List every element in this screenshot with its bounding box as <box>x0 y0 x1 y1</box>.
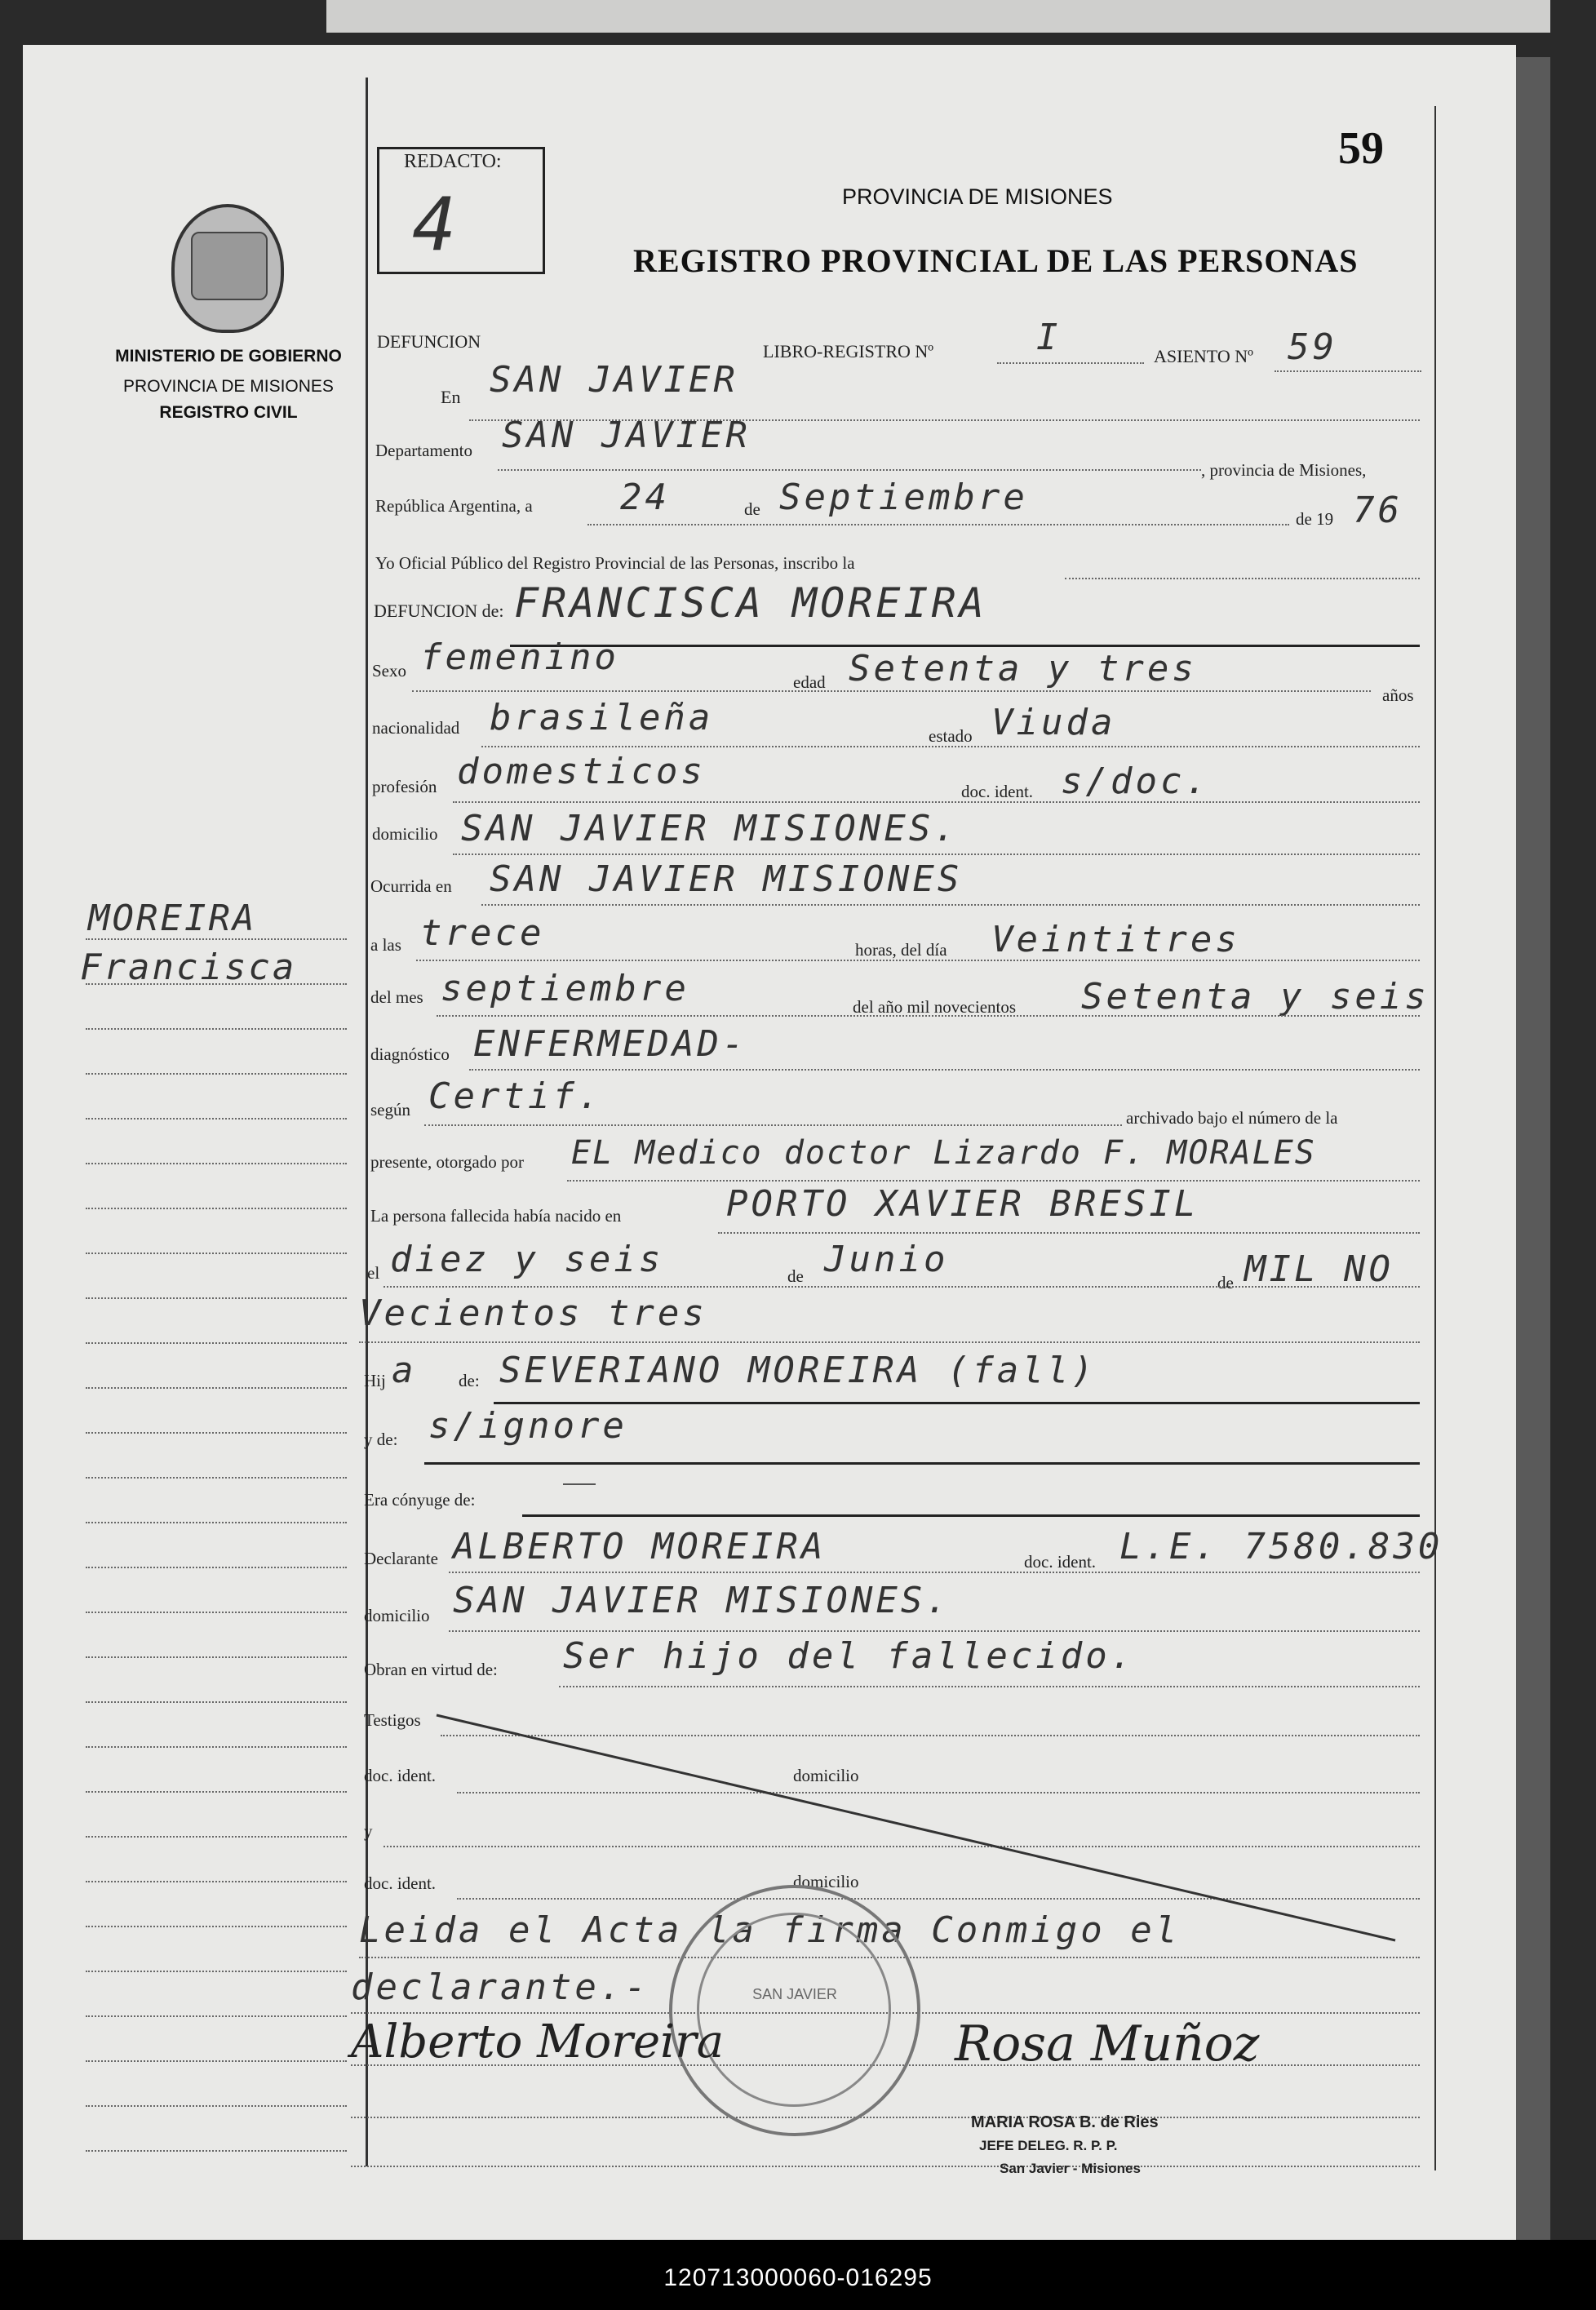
domicilio-value: SAN JAVIER MISIONES. <box>461 808 959 849</box>
en-value: SAN JAVIER <box>490 359 738 401</box>
en-label: En <box>441 387 461 407</box>
profesion-label: profesión <box>372 777 437 796</box>
madre-value: s/ignore <box>428 1405 627 1447</box>
y-label: y <box>364 1821 373 1841</box>
oficial-title: JEFE DELEG. R. P. P. <box>979 2138 1118 2153</box>
de2-value: Junio <box>824 1239 949 1280</box>
page-number: 59 <box>1338 123 1384 174</box>
closing-line-2: declarante.- <box>351 1966 649 2008</box>
declarante-label: Declarante <box>364 1549 438 1568</box>
oficial-signature: Rosa Muñoz <box>955 2015 1260 2073</box>
presente-value: EL Medico doctor Lizardo F. MORALES <box>571 1134 1316 1172</box>
horas-label: horas, del día <box>855 940 947 960</box>
hijo-label: Hij <box>364 1371 386 1390</box>
domicilio2-label: domicilio <box>364 1606 430 1625</box>
stamp-text: SAN JAVIER <box>752 1986 837 2002</box>
asiento-value: 59 <box>1288 326 1337 368</box>
oficial-name: MARIA ROSA B. de Ries <box>971 2113 1159 2131</box>
ocurrida-value: SAN JAVIER MISIONES <box>490 858 963 900</box>
segun-value: Certif. <box>428 1075 603 1117</box>
mes-value: Septiembre <box>779 477 1028 518</box>
province-heading: PROVINCIA DE MISIONES <box>842 184 1113 209</box>
anio-value: 76 <box>1353 490 1403 531</box>
departamento-label: Departamento <box>375 441 472 460</box>
el-label: el <box>367 1263 380 1283</box>
ministry-line-3: REGISTRO CIVIL <box>159 403 298 422</box>
closing-line-1: Leida el Acta la firma Conmigo el <box>359 1909 1181 1951</box>
sexo-label: Sexo <box>372 661 406 681</box>
edad-label: edad <box>793 672 826 692</box>
profesion-value: domesticos <box>457 751 706 792</box>
libro-label: LIBRO-REGISTRO Nº <box>763 341 934 361</box>
a-las-label: a las <box>370 935 401 955</box>
yo-oficial-text: Yo Oficial Público del Registro Provincial de las Personas, inscribo la <box>375 553 855 573</box>
sexo-value: femenino <box>420 636 619 678</box>
anio-prefix-label: de 19 <box>1296 509 1334 529</box>
ministry-line-2: PROVINCIA DE MISIONES <box>123 377 334 396</box>
republica-label: República Argentina, a <box>375 496 533 516</box>
dia-value: 24 <box>620 477 670 518</box>
oficial-location: San Javier - Misiones <box>1000 2161 1141 2176</box>
obran-label: Obran en virtud de: <box>364 1660 498 1679</box>
libro-value: I <box>1036 317 1062 358</box>
official-stamp <box>669 1885 920 2136</box>
a-las-value: trece <box>420 912 545 954</box>
de3-label: de <box>1217 1273 1234 1292</box>
redacto-label: REDACTO: <box>404 151 502 172</box>
margin-firstname: Francisca <box>80 947 297 988</box>
de3-value: MIL NO <box>1244 1248 1394 1290</box>
nacionalidad-value: brasileña <box>490 697 714 738</box>
y-de-label: y de: <box>364 1430 398 1449</box>
edad-value: Setenta y tres <box>849 648 1197 689</box>
continuation-value: Vecientos tres <box>359 1292 707 1334</box>
conyuge-label: Era cónyuge de: <box>364 1490 476 1510</box>
el-value: diez y seis <box>390 1239 664 1280</box>
asiento-label: ASIENTO Nº <box>1154 346 1253 366</box>
anio-mil-value: Setenta y seis <box>1081 976 1430 1018</box>
presente-label: presente, otorgado por <box>370 1152 524 1172</box>
segun-label: según <box>370 1100 410 1120</box>
signature-line-rule-3 <box>351 2166 1420 2167</box>
archivado-label: archivado bajo el número de la <box>1126 1108 1338 1128</box>
domicilio-label: domicilio <box>372 824 438 844</box>
doc-ident2-value: L.E. 7580.830 <box>1119 1526 1443 1567</box>
ministry-line-1: MINISTERIO DE GOBIERNO <box>115 347 342 366</box>
domicilio3-label: domicilio <box>793 1766 859 1785</box>
doc-ident2-label: doc. ident. <box>1024 1552 1097 1572</box>
de2-label: de <box>787 1266 804 1286</box>
domicilio4-label: domicilio <box>793 1872 859 1891</box>
doc-ident-label: doc. ident. <box>961 782 1034 801</box>
estado-value: Viuda <box>991 702 1116 743</box>
testigos-label: Testigos <box>364 1710 421 1730</box>
declarante-signature: Alberto Moreira <box>351 2015 725 2068</box>
doc-ident-value: s/doc. <box>1061 760 1210 802</box>
diagnostico-label: diagnóstico <box>370 1044 450 1064</box>
nacionalidad-label: nacionalidad <box>372 718 460 738</box>
provincia-label: , provincia de Misiones, <box>1201 460 1367 480</box>
defuncion-de-label: DEFUNCION de: <box>374 601 504 621</box>
domicilio2-value: SAN JAVIER MISIONES. <box>453 1580 951 1621</box>
hijo-suffix-value: a <box>392 1350 417 1391</box>
anio-mil-label: del año mil novecientos <box>853 997 1017 1017</box>
declarante-value: ALBERTO MOREIRA <box>453 1526 827 1567</box>
nacido-value: PORTO XAVIER BRESIL <box>726 1183 1199 1225</box>
estado-label: estado <box>929 726 973 746</box>
del-mes-label: del mes <box>370 987 423 1007</box>
hijo-de-label: de: <box>459 1371 480 1390</box>
anios-label: años <box>1382 685 1414 705</box>
del-mes-value: septiembre <box>441 968 689 1009</box>
defuncion-label: DEFUNCION <box>377 331 481 352</box>
departamento-value: SAN JAVIER <box>502 415 751 456</box>
obran-value: Ser hijo del fallecido. <box>563 1635 1136 1677</box>
scan-serial: 120713000060-016295 <box>663 2264 933 2291</box>
margin-surname: MOREIRA <box>88 898 257 939</box>
de-label: de <box>744 499 760 519</box>
nacido-label: La persona fallecida había nacido en <box>370 1206 622 1226</box>
fallecido-value: FRANCISCA MOREIRA <box>514 579 987 627</box>
doc-ident4-label: doc. ident. <box>364 1873 437 1893</box>
doc-ident3-label: doc. ident. <box>364 1766 437 1785</box>
dia-fallec-value: Veintitres <box>991 919 1240 960</box>
registry-title: REGISTRO PROVINCIAL DE LAS PERSONAS <box>633 242 1359 279</box>
diagnostico-value: ENFERMEDAD- <box>473 1023 747 1065</box>
signature-line-rule-2 <box>351 2117 1420 2118</box>
redacto-value: 4 <box>412 182 457 268</box>
ocurrida-label: Ocurrida en <box>370 876 452 896</box>
padre-value: SEVERIANO MOREIRA (fall) <box>499 1350 1097 1391</box>
